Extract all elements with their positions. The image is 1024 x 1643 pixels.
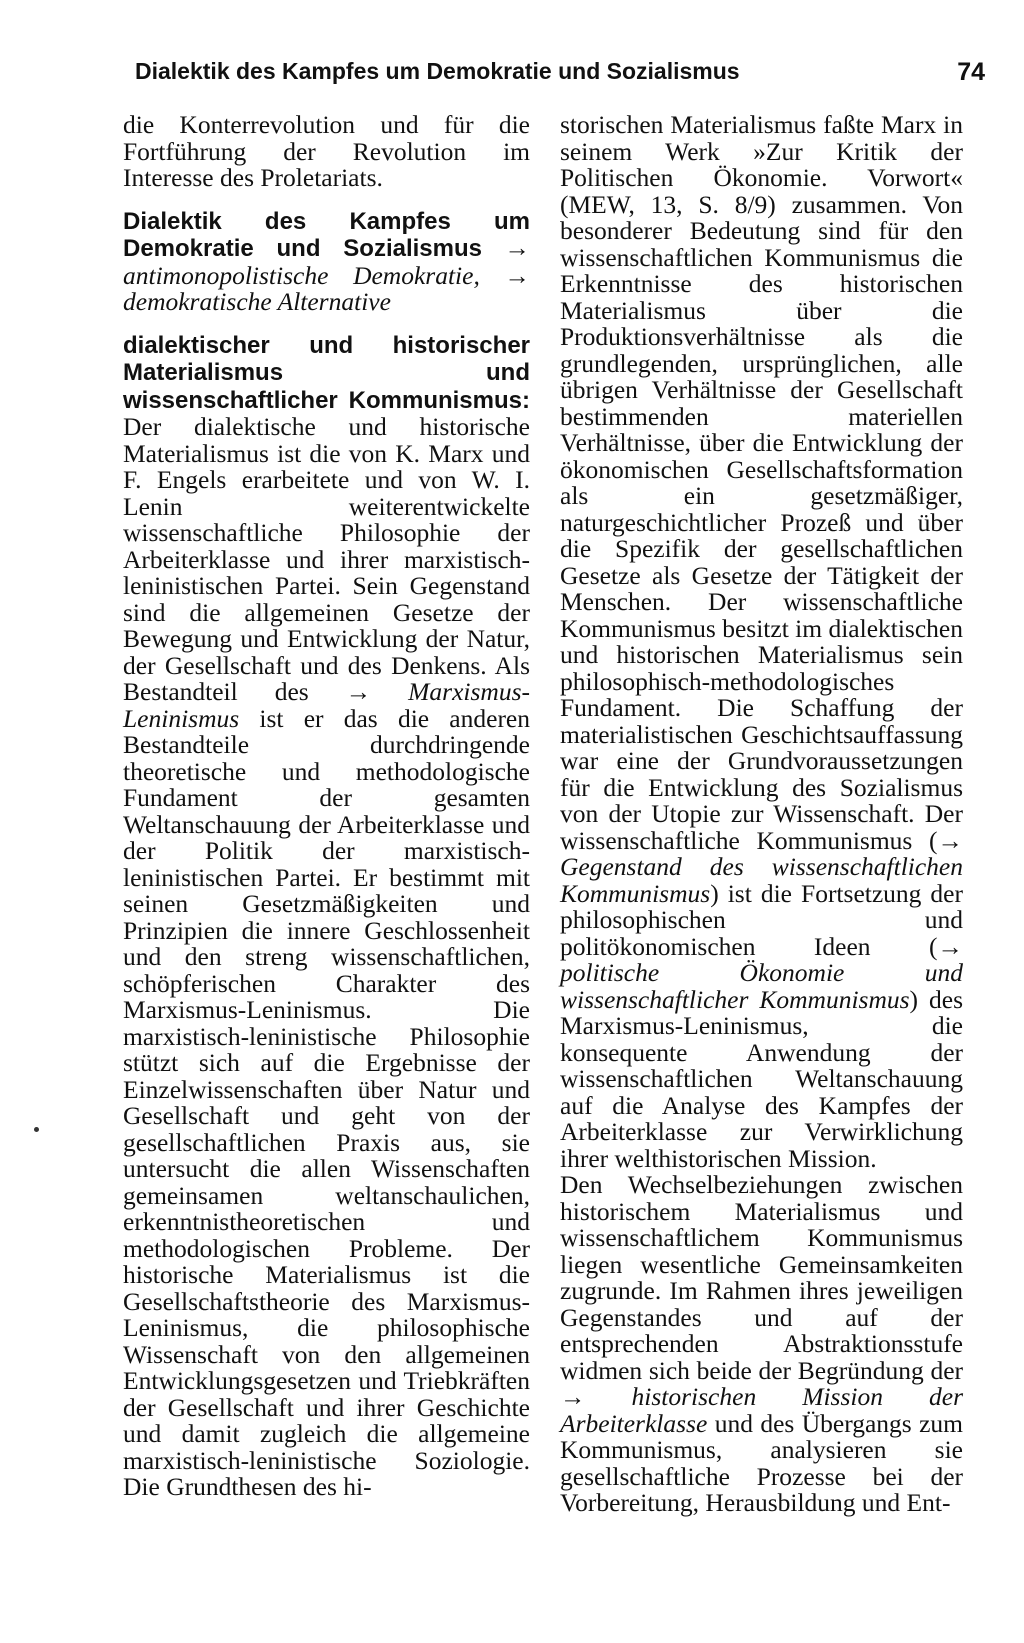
margin-dot xyxy=(34,1127,39,1132)
entry-text: und des Übergangs zum Kommunismus, analysieren sie gesellschaftliche Prozesse bei der Vorbereitung, Herausbildung und Ent- xyxy=(560,1408,964,1517)
entry-headword: Dialektik des Kampfes um Demokratie und Sozialismus xyxy=(123,207,530,262)
cross-reference-link[interactable]: Gegenstand des wissenschaftlichen Kommunismus xyxy=(560,852,963,908)
entry-text: ) ist die Fortsetzung der philosophischen und politökonomischen Ideen ( xyxy=(560,878,963,961)
right-column xyxy=(560,112,963,1517)
cross-reference-link[interactable]: antimonopolistische Demokratie, xyxy=(123,260,480,290)
arrow-symbol: → xyxy=(937,825,963,855)
entry-text: ist er das die anderen Bestandteile durchdringende theoretische und methodologische Fundament der gesamten Weltanschauung der Arbeiterklasse und der Politik der marxistisch-leninistischen Partei. Er bestimmt mit seinen Gesetzmäßigkeiten und Prinzipien die innere Geschlossenheit und den streng wissenschaftlichen, schöpferischen Charakter des Marxismus-Leninismus. Die marxistisch-leninistische Philosophie stützt sich auf die Ergebnisse der Einzelwissenschaften über Natur und Gesellschaft und geht von der gesellschaftlichen Praxis aus, sie untersucht die allen Wissenschaften gemeinsamen weltanschaulichen, erkenntnistheoretischen und methodologischen Probleme. Der historische Materialismus ist die Gesellschaftstheorie des Marxismus-Leninismus, die philosophische Wissenschaft von den allgemeinen Entwicklungsgesetzen und Triebkräften der Gesellschaft und ihrer Geschichte und damit zugleich die allgemeine marxistisch-leninistische Soziologie. Die Grundthesen des hi- xyxy=(123,703,530,1501)
page-number: 74 xyxy=(957,58,985,86)
entry-headword: dialektischer und historischer Materialismus und wissenschaftlicher Kommunismus: xyxy=(123,331,530,414)
left-column xyxy=(123,112,530,1501)
entry-text: Der dialektische und historische Materialismus ist die von K. Marx und F. Engels erarbeitete und von W. I. Lenin weiterentwickelte wissenschaftliche Philosophie der Arbeiterklasse und ihrer marxistisch-leninistischen Partei. Sein Gegenstand sind die allgemeinen Gesetze der Bewegung und Entwicklung der Natur, der Gesellschaft und des Denkens. Als Bestandteil des xyxy=(123,412,530,706)
entry-dialektik xyxy=(123,208,530,316)
cross-reference-link[interactable]: politische Ökonomie und wissenschaftlicher Kommunismus xyxy=(560,958,963,1014)
running-header xyxy=(135,58,985,98)
running-title: Dialektik des Kampfes um Demokratie und Sozialismus xyxy=(135,58,740,84)
entry-materialismus xyxy=(123,332,530,1501)
arrow-symbol: → xyxy=(504,233,530,262)
cross-reference-link[interactable]: historischen Mission der Arbeiterklasse xyxy=(560,1382,963,1438)
entry-text: storischen Materialismus faßte Marx in seinem Werk »Zur Kritik der Politischen Ökonomie. Vorwort« (MEW, 13, S. 8/9) zusammen. Von besonderer Bedeutung sind für den wissenschaftlichen Kommunismus die Erkenntnisse des historischen Materialismus über die Produktionsverhältnisse als die grundlegenden, ursprünglichen, alle übrigen Verhältnisse der Gesellschaft bestimmenden materiellen Verhältnisse, über die Entwicklung der ökonomischen Gesellschaftsformation als ein gesetzmäßiger, naturgeschichtlicher Prozeß und über die Spezifik der gesellschaftlichen Gesetze als Gesetze der Tätigkeit der Menschen. Der wissenschaftliche Kommunismus besitzt im dialektischen und historischen Materialismus sein philosophisch-methodologisches Fundament. Die Schaffung der materialistischen Geschichtsauffassung war eine der Grundvoraussetzungen für die Entwicklung des Sozialismus von der Utopie zur Wissenschaft. Der wissenschaftliche Kommunismus ( xyxy=(560,110,963,855)
arrow-symbol: → xyxy=(560,1382,586,1411)
arrow-symbol: → xyxy=(345,677,372,706)
paragraph-wechselbeziehungen xyxy=(560,1172,963,1517)
arrow-symbol: → xyxy=(504,260,530,290)
entry-text: ) des Marxismus-Leninismus, die konsequente Anwendung der wissenschaftlichen Weltanschauung auf die Analyse des Kampfes der Arbeiterklasse zur Verwirklichung ihrer welthistorischen Mission. xyxy=(560,984,963,1173)
cross-reference-link[interactable]: demokratische Alternative xyxy=(123,287,391,316)
cross-reference-link[interactable]: Marxismus-Leninismus xyxy=(123,677,530,733)
continued-paragraph: die Konterrevolution und für die Fortführung der Revolution im Interesse des Proletariats. xyxy=(123,110,530,192)
arrow-symbol: → xyxy=(937,931,963,961)
entry-text: Den Wechselbeziehungen zwischen historischem Materialismus und wissenschaftlichem Kommunismus liegen wesentliche Gemeinsamkeiten zugrunde. Im Rahmen ihres jeweiligen Gegenstandes und auf der entsprechenden Abstraktionsstufe widmen sich beide der Begründung der xyxy=(560,1170,963,1385)
entry-continuation xyxy=(560,112,963,1172)
